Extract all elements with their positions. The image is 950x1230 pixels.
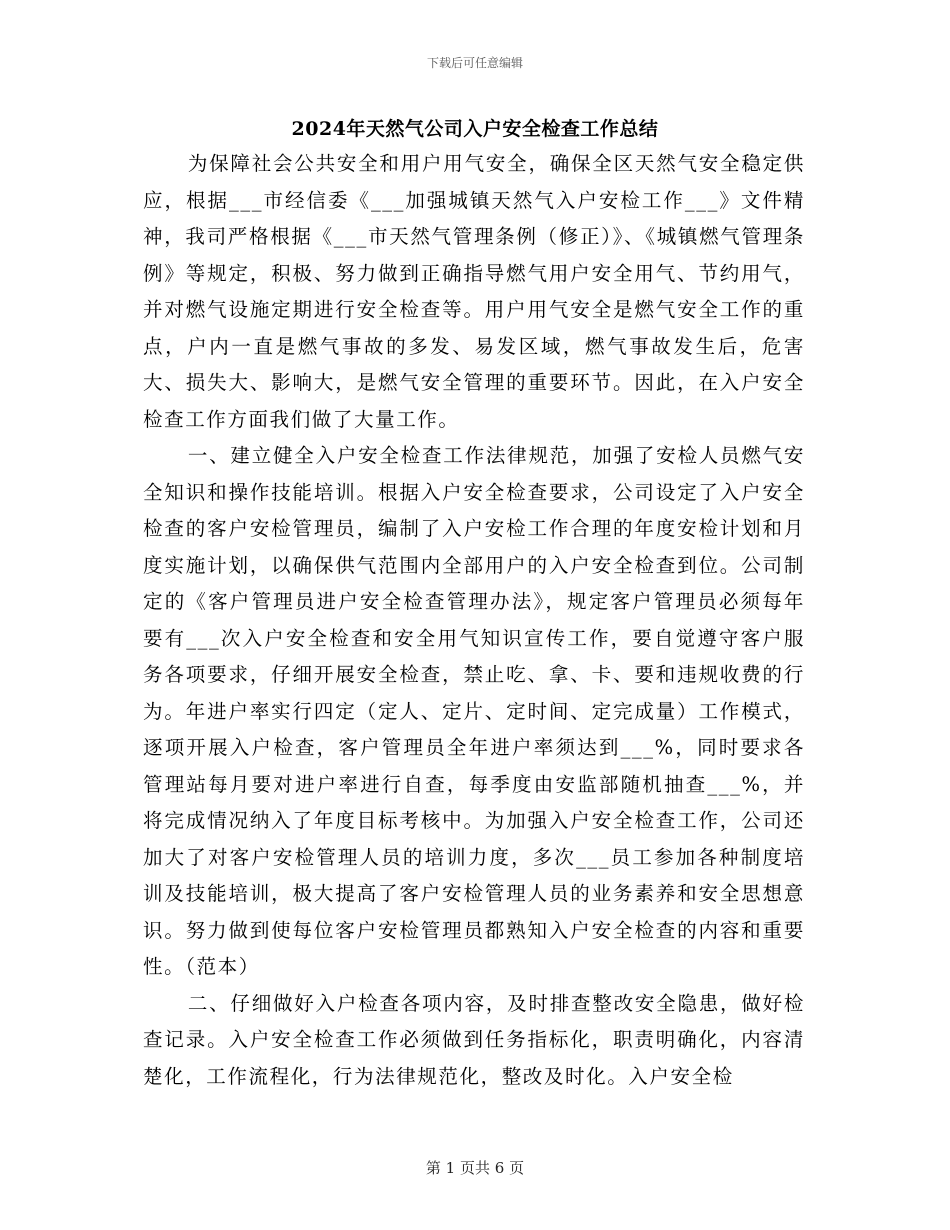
download-note: 下载后可任意编辑	[426, 56, 523, 70]
paragraph-section-2: 二、仔细做好入户检查各项内容，及时排查整改安全隐患，做好检查记录。入户安全检查工作必须做到任务指标化，职责明确化，内容清楚化，工作流程化，行为法律规范化，整改及时化。入户安全检	[143, 991, 805, 1088]
document-title: 2024年天然气公司入户安全检查工作总结	[291, 118, 659, 140]
paragraph-section-1: 一、建立健全入户安全检查工作法律规范，加强了安检人员燃气安全知识和操作技能培训。根据入户安全检查要求，公司设定了入户安全检查的客户安检管理员，编制了入户安检工作合理的年度安检计划和月度实施计划，以确保供气范围内全部用户的入户安全检查到位。公司制定的《客户管理员进户安全检查管理办法》，规定客户管理员必须每年要有___次入户安全检查和安全用气知识宣传工作，要自觉遵守客户服务各项要求，仔细开展安全检查，禁止吃、拿、卡、要和违规收费的行为。年进户率实行四定（定人、定片、定时间、定完成量）工作模式，逐项开展入户检查，客户管理员全年进户率须达到___%，同时要求各管理站每月要对进户率进行自查，每季度由安监部随机抽查___%，并将完成情况纳入了年度目标考核中。为加强入户安全检查工作，公司还加大了对客户安检管理人员的培训力度，多次___员工参加各种制度培训及技能培训，极大提高了客户安检管理人员的业务素养和安全思想意识。努力做到使每位客户安检管理员都熟知入户安全检查的内容和重要性。（范本）	[143, 444, 805, 978]
paragraph-intro: 为保障社会公共安全和用户用气安全，确保全区天然气安全稳定供应，根据___市经信委《___加强城镇天然气入户安检工作___》文件精神，我司严格根据《___市天然气管理条例（修正）》、《城镇燃气管理条例》等规定，积极、努力做到正确指导燃气用户安全用气、节约用气，并对燃气设施定期进行安全检查等。用户用气安全是燃气安全工作的重点，户内一直是燃气事故的多发、易发区域，燃气事故发生后，危害大、损失大、影响大，是燃气安全管理的重要环节。因此，在入户安全检查工作方面我们做了大量工作。	[143, 152, 805, 431]
document-body	[143, 146, 805, 1095]
page-number: 第 1 页共 6 页	[425, 1159, 525, 1177]
